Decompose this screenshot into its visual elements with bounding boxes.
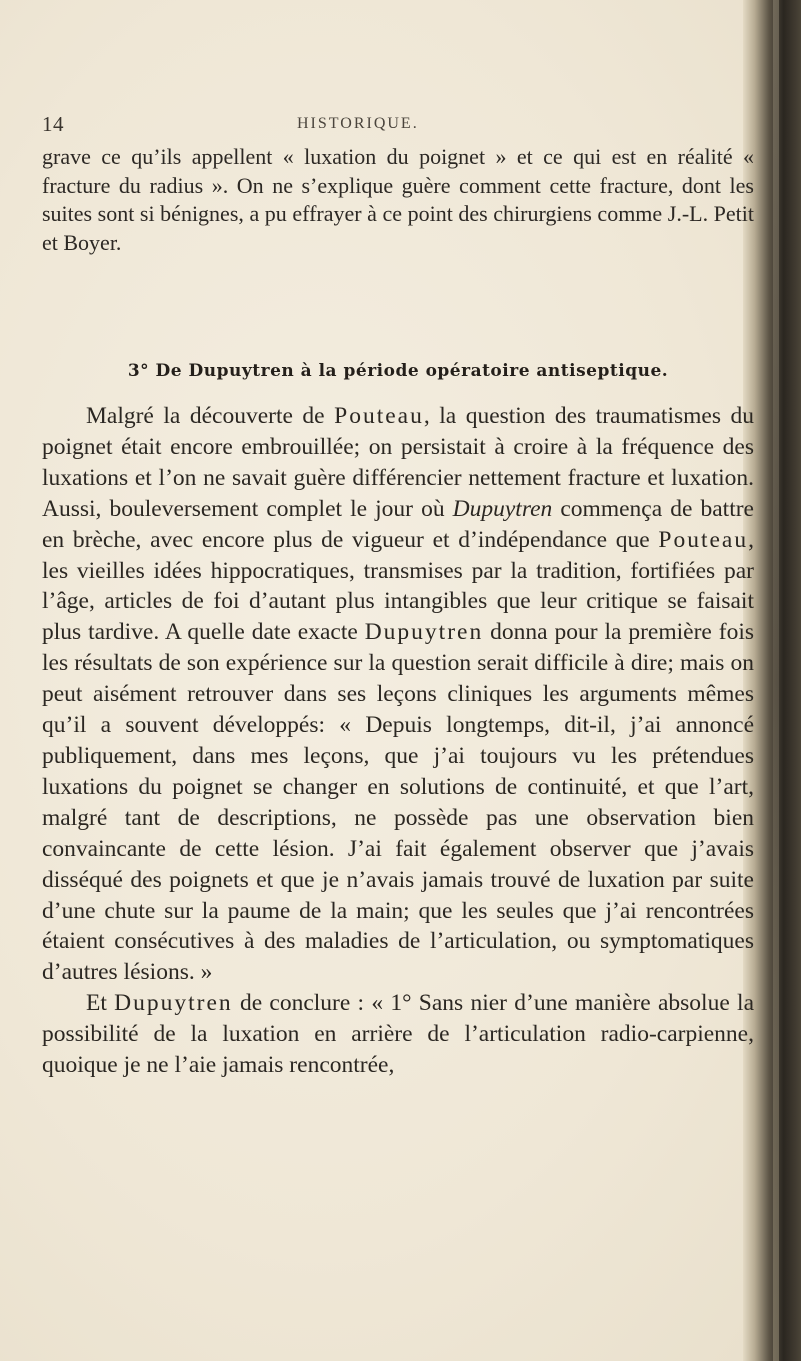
paragraph-conclusion [42, 988, 754, 1081]
author-name-pouteau: Pouteau [334, 403, 424, 429]
page-number: 14 [42, 112, 64, 136]
paragraph-text: , la question des traumatismes du poignet était encore embrouillée; on persistait à croire à la fréquence des luxations et l’on ne savait guère différencier nettement fracture et luxation. Aussi, bouleversement complet le jour où [42, 403, 754, 522]
paragraph-text: donna pour la première fois les résultats de son expérience sur la question serait difficile à dire; mais on peut aisément retrouver dans ses leçons cliniques les arguments mêmes qu’il a souvent développés: « Depuis longtemps, dit-il, j’ai annoncé publiquement, dans mes leçons, que j’ai toujours vu les prétendues luxations du poignet se changer en solutions de continuité, et que l’art, malgré tant de descriptions, ne possède pas une observation bien convaincante de cette lésion. J’ai fait également observer que j’avais disséqué des poignets et que je n’avais jamais trouvé de luxation par suite d’une chute sur la paume de la main; que les seules que j’ai rencontrées étaient consécutives à des maladies de l’articulation, ou symptomatiques d’autres lésions. » [42, 619, 754, 986]
section-body [42, 401, 754, 1081]
paragraph-text: de conclure : « 1° Sans nier d’une manière absolue la possibilité de la luxation en arrière de l’articulation radio-carpienne, quoique je ne l’aie jamais rencontrée, [42, 990, 754, 1079]
section-heading: 3° De Dupuytren à la période opératoire antiseptique. [127, 361, 669, 381]
author-name-dupuytren-italic: Dupuytren [452, 495, 553, 522]
paragraph-dupuytren [42, 401, 754, 988]
running-head-title: HISTORIQUE. [297, 115, 419, 132]
author-name-pouteau: Pouteau [658, 526, 749, 553]
paragraph-text: Et [86, 990, 115, 1017]
paragraph-text: commença de battre en brèche, avec encore plus de vigueur et d’indépendance que [42, 495, 754, 553]
paragraph-text: Malgré la découverte de [86, 403, 335, 429]
author-name-dupuytren: Dupuytren [364, 619, 484, 646]
paragraph-continued: grave ce qu’ils appellent « luxation du poignet » et ce qui est en réalité « fracture du radius ». On ne s’explique guère comment cette fracture, dont les suites sont si bénignes, a pu effrayer à ce point des chirurgiens comme J.-L. Petit et Boyer. [42, 144, 754, 255]
running-head [42, 112, 742, 142]
paragraph-text: , les vieilles idées hippocratiques, transmises par la tradition, fortifiées par l’âge, articles de foi d’autant plus intangibles que leur critique se faisait plus tardive. A quelle date exacte [42, 526, 754, 646]
book-spine-edge [773, 0, 779, 1361]
author-name-dupuytren: Dupuytren [114, 990, 233, 1017]
